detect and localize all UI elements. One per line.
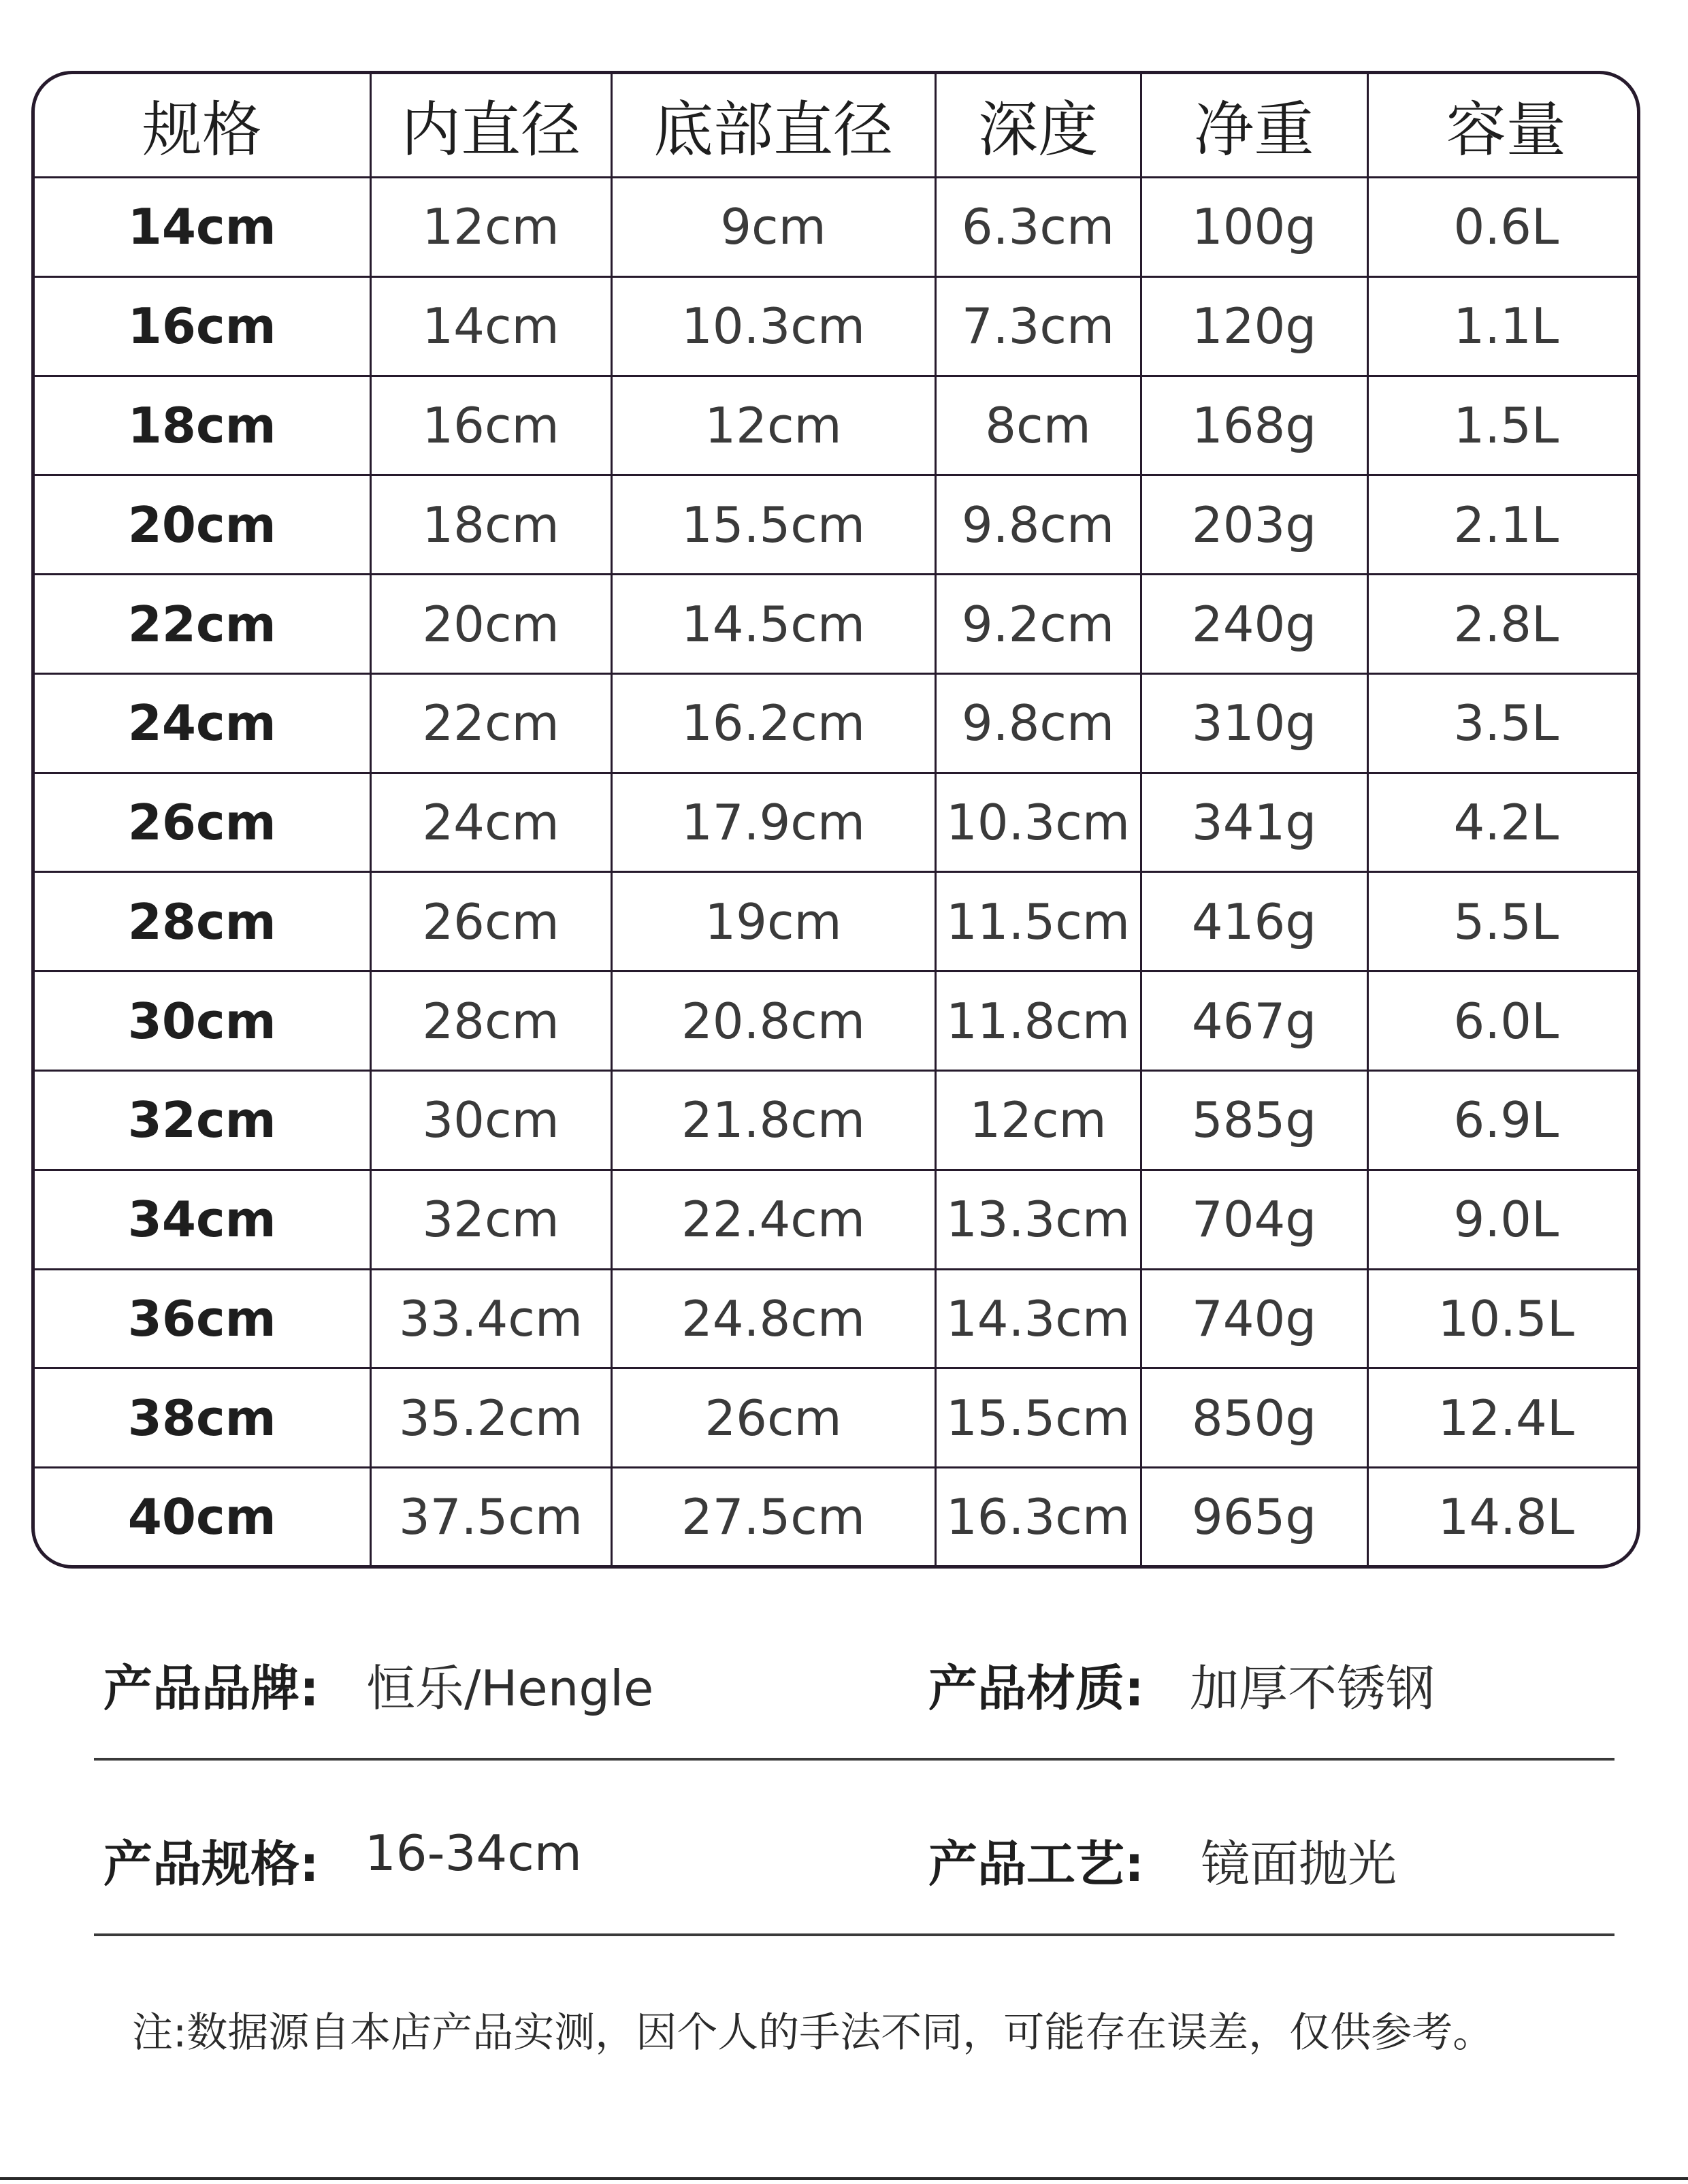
disclaimer-note: 注:数据源自本店产品实测，因个人的手法不同，可能存在误差，仅供参考。 [132,2009,1494,2057]
cell-inner-diameter: 33.4cm [370,1269,611,1368]
cell-inner-diameter: 12cm [370,178,611,277]
cell-inner-diameter: 30cm [370,1071,611,1170]
cell-bottom-diameter: 10.3cm [611,276,935,376]
cell-inner-diameter: 32cm [370,1170,611,1269]
table-row [35,773,1640,872]
material-label: 产品材质: [928,1660,1144,1717]
material-value: 加厚不锈钢 [1190,1660,1435,1717]
cell-inner-diameter: 35.2cm [370,1368,611,1468]
cell-inner-diameter: 24cm [370,773,611,872]
cell-bottom-diameter: 24.8cm [611,1269,935,1368]
cell-bottom-diameter: 16.2cm [611,673,935,773]
cell-spec: 36cm [35,1269,370,1368]
craft-label: 产品工艺: [928,1835,1144,1893]
bottom-divider [0,2177,1688,2180]
cell-spec: 34cm [35,1170,370,1269]
cell-depth: 9.8cm [935,475,1141,575]
cell-net-weight: 240g [1141,575,1367,674]
cell-inner-diameter: 22cm [370,673,611,773]
cell-depth: 16.3cm [935,1468,1141,1565]
cell-net-weight: 310g [1141,673,1367,773]
cell-inner-diameter: 14cm [370,276,611,376]
cell-inner-diameter: 28cm [370,971,611,1071]
brand-value: 恒乐/Hengle [366,1660,654,1717]
cell-bottom-diameter: 22.4cm [611,1170,935,1269]
cell-net-weight: 203g [1141,475,1367,575]
cell-depth: 10.3cm [935,773,1141,872]
cell-bottom-diameter: 19cm [611,872,935,971]
cell-net-weight: 965g [1141,1468,1367,1565]
table-row [35,1468,1640,1565]
cell-bottom-diameter: 12cm [611,376,935,475]
cell-depth: 11.5cm [935,872,1141,971]
table-row [35,276,1640,376]
cell-depth: 9.2cm [935,575,1141,674]
cell-capacity: 12.4L [1367,1368,1640,1468]
spec-value: 16-34cm [365,1825,582,1882]
cell-inner-diameter: 18cm [370,475,611,575]
header-bottom-diameter: 底部直径 [611,74,935,178]
cell-spec: 24cm [35,673,370,773]
cell-depth: 12cm [935,1071,1141,1170]
table-row [35,1071,1640,1170]
cell-bottom-diameter: 27.5cm [611,1468,935,1565]
cell-spec: 38cm [35,1368,370,1468]
cell-bottom-diameter: 15.5cm [611,475,935,575]
table-header-row [35,74,1640,178]
info-row-spec-craft [94,1800,1614,1936]
cell-capacity: 14.8L [1438,1488,1574,1546]
cell-net-weight: 120g [1141,276,1367,376]
cell-bottom-diameter: 14.5cm [611,575,935,674]
header-depth: 深度 [935,74,1141,178]
cell-spec: 16cm [35,276,370,376]
cell-inner-diameter: 37.5cm [370,1468,611,1565]
spec-label: 产品规格: [103,1835,319,1893]
cell-capacity: 5.5L [1367,872,1640,971]
cell-net-weight: 850g [1141,1368,1367,1468]
cell-depth: 8cm [935,376,1141,475]
cell-depth: 13.3cm [935,1170,1141,1269]
cell-net-weight: 704g [1141,1170,1367,1269]
cell-spec: 22cm [35,575,370,674]
table-row [35,872,1640,971]
cell-bottom-diameter: 20.8cm [611,971,935,1071]
header-inner-diameter: 内直径 [370,74,611,178]
cell-net-weight: 100g [1141,178,1367,277]
cell-depth: 11.8cm [935,971,1141,1071]
cell-net-weight: 168g [1141,376,1367,475]
cell-depth: 7.3cm [935,276,1141,376]
cell-spec: 30cm [35,971,370,1071]
brand-label: 产品品牌: [103,1660,319,1717]
cell-capacity: 3.5L [1367,673,1640,773]
cell-capacity: 9.0L [1367,1170,1640,1269]
cell-capacity: 2.1L [1367,475,1640,575]
table-row [35,475,1640,575]
table-row [35,1368,1640,1468]
cell-spec: 18cm [35,376,370,475]
cell-capacity: 1.1L [1367,276,1640,376]
cell-inner-diameter: 20cm [370,575,611,674]
cell-capacity: 4.2L [1367,773,1640,872]
table-row [35,1170,1640,1269]
cell-capacity: 0.6L [1367,178,1640,277]
header-spec: 规格 [35,74,370,178]
cell-depth: 9.8cm [935,673,1141,773]
table-row [35,971,1640,1071]
cell-capacity: 1.5L [1367,376,1640,475]
cell-bottom-diameter: 21.8cm [611,1071,935,1170]
craft-value: 镜面抛光 [1201,1835,1397,1893]
cell-capacity: 2.8L [1367,575,1640,674]
info-row-brand-material [94,1624,1614,1761]
cell-bottom-diameter: 26cm [611,1368,935,1468]
cell-depth: 14.3cm [935,1269,1141,1368]
cell-inner-diameter: 16cm [370,376,611,475]
cell-spec: 26cm [35,773,370,872]
cell-net-weight: 585g [1141,1071,1367,1170]
cell-capacity: 6.0L [1367,971,1640,1071]
table-row [35,376,1640,475]
cell-net-weight: 416g [1141,872,1367,971]
cell-capacity: 6.9L [1367,1071,1640,1170]
table-row [35,673,1640,773]
cell-spec: 40cm [35,1468,370,1565]
cell-net-weight: 740g [1141,1269,1367,1368]
cell-bottom-diameter: 9cm [611,178,935,277]
cell-depth: 15.5cm [935,1368,1141,1468]
table-row [35,1269,1640,1368]
table-body [35,178,1640,1566]
cell-net-weight: 467g [1141,971,1367,1071]
cell-depth: 6.3cm [935,178,1141,277]
cell-spec: 14cm [35,178,370,277]
cell-capacity: 10.5L [1367,1269,1640,1368]
table-row [35,575,1640,674]
cell-spec: 32cm [35,1071,370,1170]
header-net-weight: 净重 [1141,74,1367,178]
cell-inner-diameter: 26cm [370,872,611,971]
cell-spec: 28cm [35,872,370,971]
header-capacity: 容量 [1367,74,1640,178]
table-row [35,178,1640,277]
cell-spec: 20cm [35,475,370,575]
cell-net-weight: 341g [1141,773,1367,872]
cell-bottom-diameter: 17.9cm [611,773,935,872]
spec-table [31,71,1640,1569]
